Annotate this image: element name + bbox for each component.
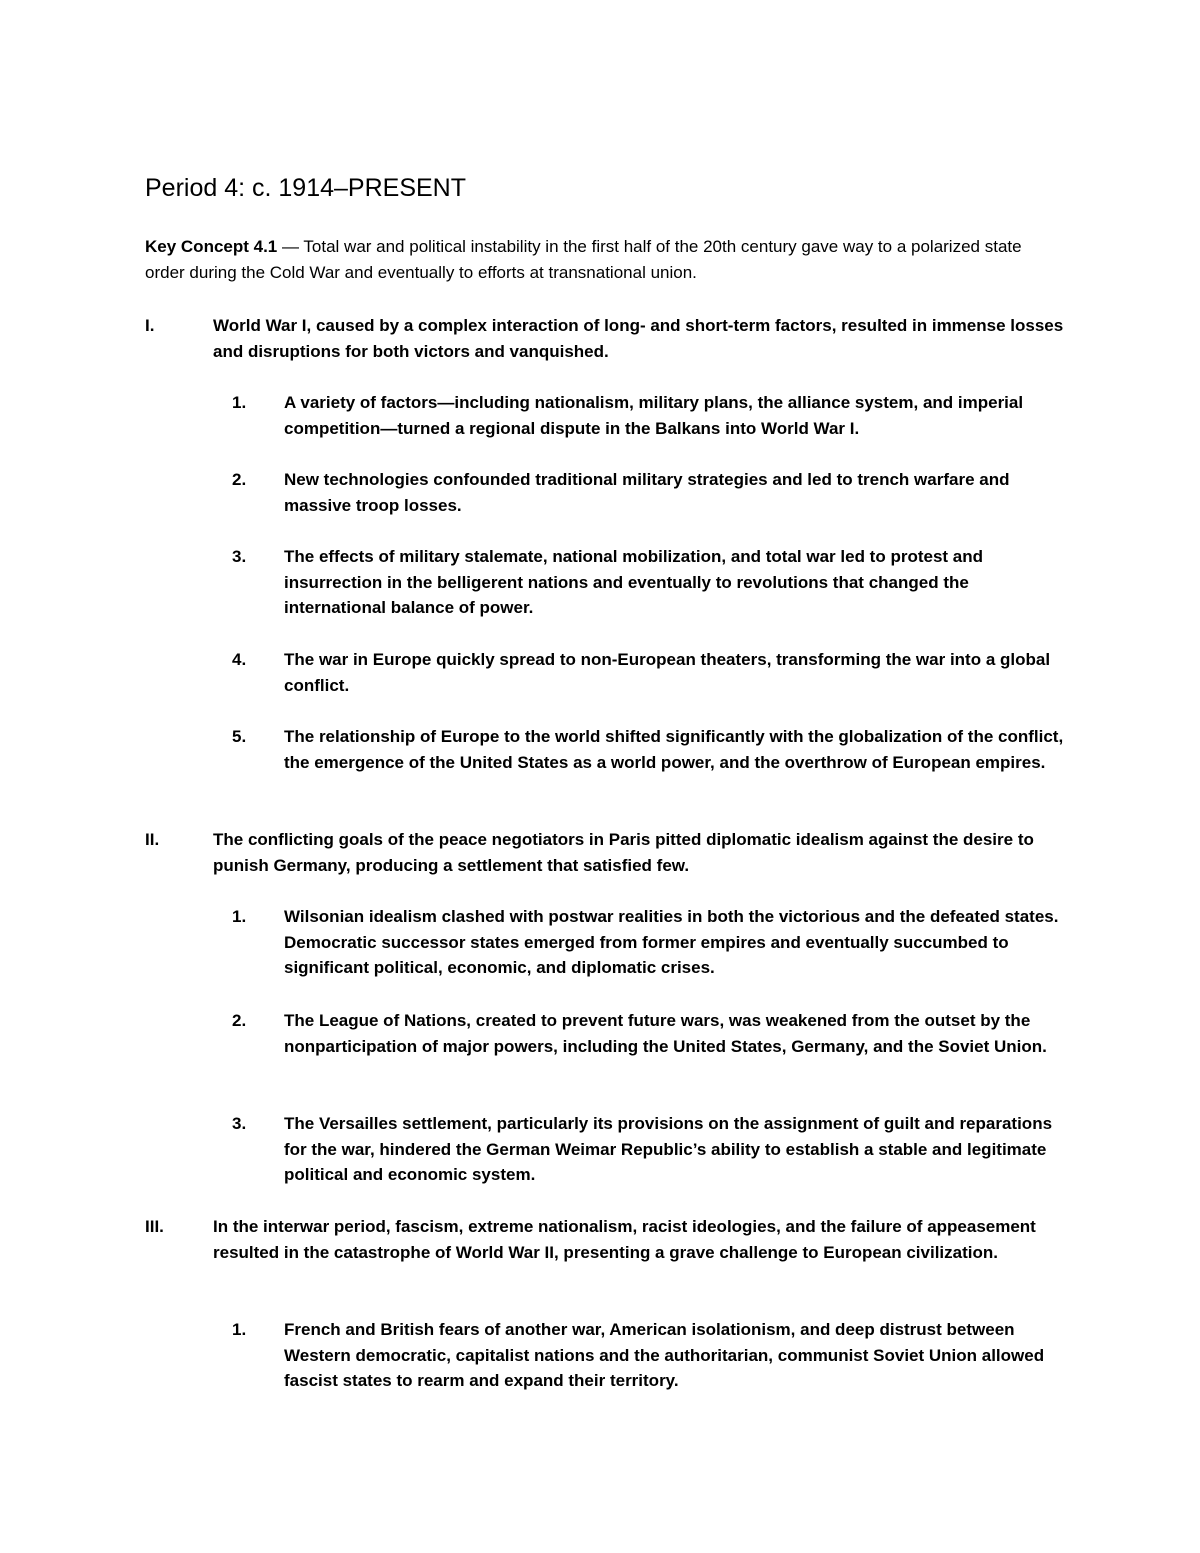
page-title: Period 4: c. 1914–PRESENT xyxy=(145,174,466,202)
section-text: In the interwar period, fascism, extreme nationalism, racist ideologies, and the failure of appeasement resulted in the catastrophe of World War II, presenting a grave challenge to European civilization. xyxy=(213,1217,1036,1262)
item-number: 3. xyxy=(232,1114,247,1133)
item-text: A variety of factors—including nationalism, military plans, the alliance system, and imperial competition—turned a regional dispute in the Balkans into World War I. xyxy=(284,393,1024,438)
item-text: New technologies confounded traditional military strategies and led to trench warfare and massive troop losses. xyxy=(284,470,1010,515)
key-concept-paragraph xyxy=(145,234,1065,286)
item-number: 1. xyxy=(232,907,247,926)
item-text: The effects of military stalemate, national mobilization, and total war led to protest and insurrection in the belligerent nations and eventually to revolutions that changed the international balance of power. xyxy=(284,547,984,617)
item-text: French and British fears of another war, American isolationism, and deep distrust between Western democratic, capitalist nations and the authoritarian, communist Soviet Union allowed fascist states to rearm and expand their territory. xyxy=(284,1320,1045,1390)
item-number: 4. xyxy=(232,650,247,669)
item-text: The Versailles settlement, particularly its provisions on the assignment of guilt and reparations for the war, hindered the German Weimar Republic’s ability to establish a stable and legitimate political and economic system. xyxy=(284,1114,1053,1184)
item-number: 3. xyxy=(232,547,247,566)
item-number: 2. xyxy=(232,470,247,489)
section-text: The conflicting goals of the peace negotiators in Paris pitted diplomatic idealism against the desire to punish Germany, producing a settlement that satisfied few. xyxy=(213,830,1034,875)
section-numeral: II. xyxy=(145,830,160,849)
section-numeral: III. xyxy=(145,1217,164,1236)
item-text: Wilsonian idealism clashed with postwar realities in both the victorious and the defeated states. Democratic successor states emerged from former empires and eventually succumbed to significant political, economic, and diplomatic crises. xyxy=(284,907,1059,977)
section-numeral: I. xyxy=(145,316,155,335)
key-concept-label: Key Concept 4.1 xyxy=(145,237,278,256)
key-concept-text: — Total war and political instability in the first half of the 20th century gave way to a polarized state order during the Cold War and eventually to efforts at transnational union. xyxy=(145,237,1022,282)
item-number: 1. xyxy=(232,1320,247,1339)
item-number: 5. xyxy=(232,727,247,746)
item-text: The war in Europe quickly spread to non-European theaters, transforming the war into a global conflict. xyxy=(284,650,1051,695)
section-text: World War I, caused by a complex interaction of long- and short-term factors, resulted in immense losses and disruptions for both victors and vanquished. xyxy=(213,316,1064,361)
item-number: 2. xyxy=(232,1011,247,1030)
item-number: 1. xyxy=(232,393,247,412)
item-text: The relationship of Europe to the world shifted significantly with the globalization of the conflict, the emergence of the United States as a world power, and the overthrow of European empires. xyxy=(284,727,1064,772)
item-text: The League of Nations, created to prevent future wars, was weakened from the outset by the nonparticipation of major powers, including the United States, Germany, and the Soviet Union. xyxy=(284,1011,1047,1056)
